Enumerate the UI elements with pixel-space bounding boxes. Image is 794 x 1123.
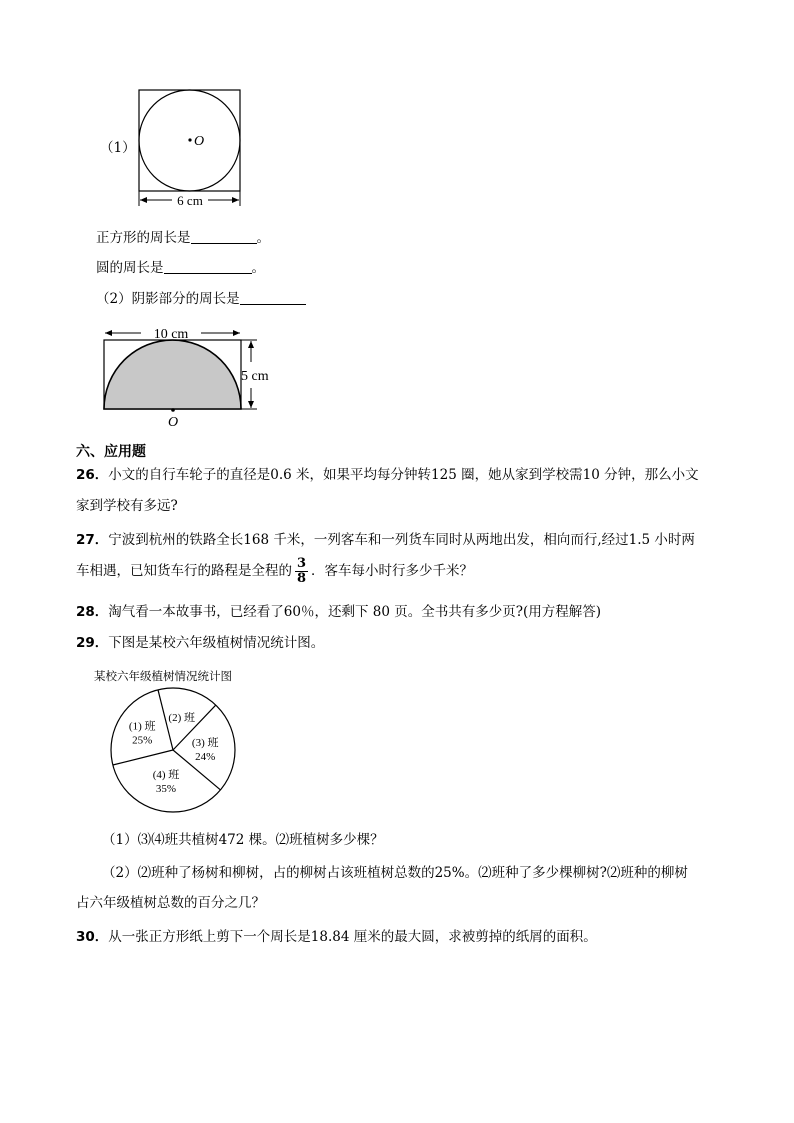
- pie-slice-label: (3) 班: [191, 737, 219, 750]
- pie-chart-title: 某校六年级植树情况统计图: [94, 669, 232, 683]
- pie-slice-value-label: 35%: [155, 783, 177, 796]
- figure2-semicircle: [95, 322, 295, 430]
- question-number: 29．: [76, 635, 109, 651]
- circle-perimeter-blank[interactable]: [164, 259, 252, 274]
- square-perimeter-text: 正方形的周长是: [96, 230, 191, 246]
- center-point: [171, 408, 175, 412]
- square-perimeter-blank[interactable]: [191, 229, 257, 244]
- question-28: [76, 603, 601, 621]
- question-number: 30．: [76, 929, 109, 945]
- question-29-sub1: （1）⑶⑷班共植树472 棵。⑵班植树多少棵？: [102, 832, 384, 848]
- shaded-perimeter-blank[interactable]: [240, 290, 306, 305]
- center-label: O: [167, 415, 179, 430]
- question-29: [76, 634, 324, 652]
- question-text: 淘气看一本故事书，已经看了60％，还剩下 80 页。全书共有多少页?(用方程解答): [108, 604, 602, 620]
- height-label: 5 cm: [241, 369, 269, 384]
- center-point: [188, 138, 191, 141]
- question-number: 27．: [76, 532, 109, 548]
- question-27-cont: 车相遇，已知货车行的路程是全程的 $\frac{3}{8}$ ．客车每小时行多少千米？: [76, 556, 474, 586]
- arrow-right-icon: [232, 197, 239, 203]
- question-text: 宁波到杭州的铁路全长168 千米，一列客车和一列货车同时从两地出发，相向而行,经过1.5 小时两: [108, 532, 695, 548]
- pie-slice-value-label: 25%: [132, 734, 153, 747]
- question-29-sub2: （2）⑵班种了杨树和柳树，占的柳树占该班植树总数的25%。⑵班种了多少棵柳树?⑵班种的柳树: [102, 865, 688, 881]
- question-29-sub2-cont: 占六年级植树总数的百分之几？: [76, 895, 265, 911]
- question-26: [76, 466, 699, 484]
- arrow-left-icon: [105, 330, 112, 336]
- pie-slice-value-label: 24%: [195, 751, 216, 764]
- question-text: 小文的自行车轮子的直径是0.6 米，如果平均每分钟转125 圈，她从家到学校需10 分钟，那么小文: [108, 467, 699, 483]
- pie-slice-boundary: [113, 750, 173, 765]
- circle-perimeter-text: 圆的周长是: [96, 260, 164, 276]
- arrow-left-icon: [140, 197, 147, 203]
- pie-slice-label: (4) 班: [152, 769, 180, 782]
- shaded-perimeter-line: [96, 290, 306, 308]
- pie-slice-label: (2) 班: [168, 712, 195, 724]
- square-perimeter-line: 正方形的周长是 。: [96, 230, 270, 246]
- width-label: 10 cm: [153, 327, 189, 342]
- arrow-down-icon: [248, 401, 254, 408]
- dimension-label: 6 cm: [177, 193, 203, 208]
- pie-slice-label: (1) 班: [128, 720, 156, 733]
- center-label: O: [194, 134, 205, 149]
- fraction-three-eighths: $\frac{3}{8}$: [297, 556, 307, 586]
- figure1-label: （1）: [100, 140, 136, 156]
- shaded-perimeter-text: （2）阴影部分的周长是: [96, 291, 240, 307]
- question-30: [76, 928, 597, 946]
- pie-chart: [104, 686, 244, 816]
- question-number: 26．: [76, 467, 109, 483]
- circle-perimeter-line: 圆的周长是 。: [96, 260, 265, 276]
- question-27: [76, 531, 695, 549]
- arrow-up-icon: [248, 341, 254, 348]
- question-text: 下图是某校六年级植树情况统计图。: [108, 635, 325, 651]
- question-number: 28．: [76, 604, 109, 620]
- shaded-semicircle: [104, 340, 241, 409]
- question-26-cont: 家到学校有多远?: [76, 498, 178, 514]
- question-text: 从一张正方形纸上剪下一个周长是18.84 厘米的最大圆，求被剪掉的纸屑的面积。: [108, 929, 597, 945]
- figure1-circle-in-square: [130, 86, 250, 212]
- arrow-right-icon: [233, 330, 240, 336]
- section-title: 六、应用题: [76, 444, 146, 460]
